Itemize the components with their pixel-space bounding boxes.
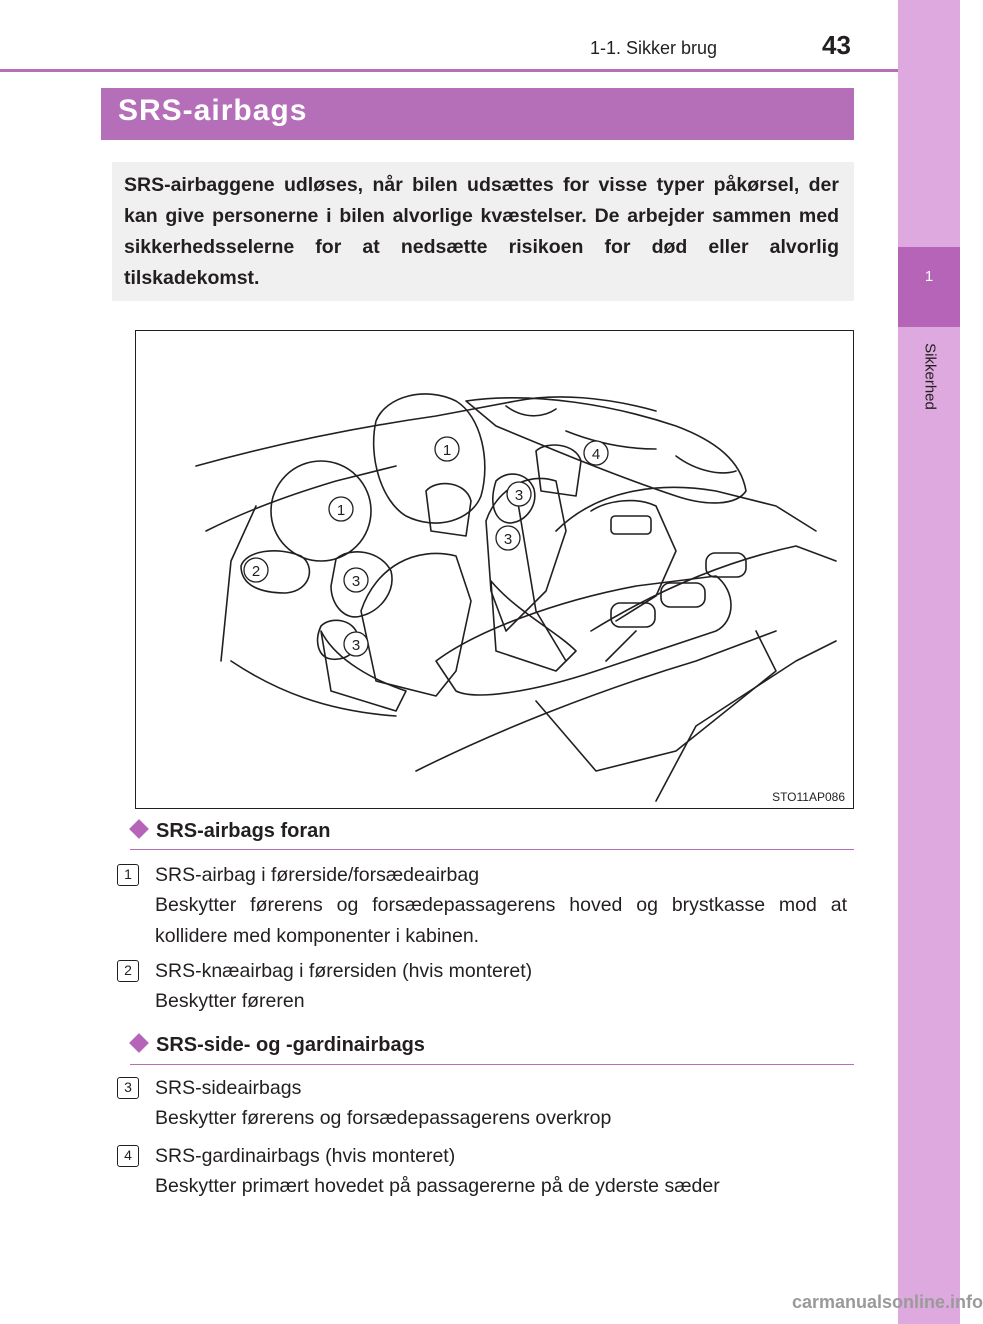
section-rule bbox=[130, 1064, 854, 1065]
chapter-label: Sikkerhed bbox=[921, 343, 939, 410]
item-description: Beskytter førerens og forsædepassagerens hoved og brystkasse mod at kollidere med komponenter i kabinen. bbox=[155, 894, 847, 947]
callout-2-knee bbox=[244, 558, 268, 582]
item-description: Beskytter primært hovedet på passagererne på de yderste sæder bbox=[155, 1175, 720, 1197]
header-rule bbox=[0, 69, 898, 72]
item-title: SRS-knæairbag i førersiden (hvis monteret) bbox=[155, 960, 533, 982]
diamond-bullet-icon bbox=[129, 1033, 149, 1053]
item-title: SRS-sideairbags bbox=[155, 1077, 302, 1099]
svg-text:3: 3 bbox=[351, 637, 361, 654]
callout-4-curtain bbox=[584, 441, 608, 465]
item-number-badge: 3 bbox=[117, 1077, 139, 1099]
svg-text:1: 1 bbox=[442, 442, 452, 459]
svg-text:2: 2 bbox=[251, 563, 261, 580]
svg-text:4: 4 bbox=[591, 446, 601, 463]
section-heading-front: SRS-airbags foran bbox=[130, 820, 330, 843]
airbag-illustration bbox=[135, 330, 854, 809]
item-description: Beskytter førerens og forsædepassagerens overkrop bbox=[155, 1107, 612, 1129]
page-number: 43 bbox=[822, 30, 851, 60]
item-title: SRS-airbag i førerside/forsædeairbag bbox=[155, 864, 480, 886]
item-number-badge: 2 bbox=[117, 960, 139, 982]
item-number-badge: 4 bbox=[117, 1145, 139, 1167]
callout-3-driver-lower bbox=[344, 632, 368, 656]
section-rule bbox=[130, 849, 854, 850]
svg-text:3: 3 bbox=[503, 531, 513, 548]
callout-1-passenger bbox=[435, 437, 459, 461]
callout-3-driver-side bbox=[344, 568, 368, 592]
intro-text: SRS-airbaggene udløses, når bilen udsættes for visse typer påkørsel, der kan give personerne i bilen alvorlige kvæstelser. De arbejder sammen med sikkerhedsselerne for at nedsætte risikoen for død eller alvorlig tilskadekomst. bbox=[124, 174, 839, 289]
item-number-badge: 1 bbox=[117, 864, 139, 886]
page-title: SRS-airbags bbox=[118, 94, 308, 127]
callout-3-passenger-upper bbox=[507, 482, 531, 506]
callout-1-driver bbox=[329, 497, 353, 521]
header-section-title: 1-1. Sikker brug bbox=[590, 38, 718, 58]
chapter-number-box bbox=[898, 247, 960, 327]
car-interior-drawing bbox=[136, 331, 852, 807]
item-description: Beskytter føreren bbox=[155, 990, 305, 1012]
figure-code: STO11AP086 bbox=[772, 790, 845, 804]
svg-text:3: 3 bbox=[514, 487, 524, 504]
svg-text:3: 3 bbox=[351, 573, 361, 590]
item-title: SRS-gardinairbags (hvis monteret) bbox=[155, 1145, 456, 1167]
section-heading-side-curtain: SRS-side- og -gardinairbags bbox=[130, 1034, 425, 1057]
diamond-bullet-icon bbox=[129, 819, 149, 839]
footer-watermark: carmanualsonline.info bbox=[792, 1292, 983, 1312]
side-tab-strip bbox=[898, 0, 960, 1324]
chapter-number: 1 bbox=[924, 268, 934, 285]
callout-3-passenger-lower bbox=[496, 526, 520, 550]
svg-text:1: 1 bbox=[336, 502, 346, 519]
